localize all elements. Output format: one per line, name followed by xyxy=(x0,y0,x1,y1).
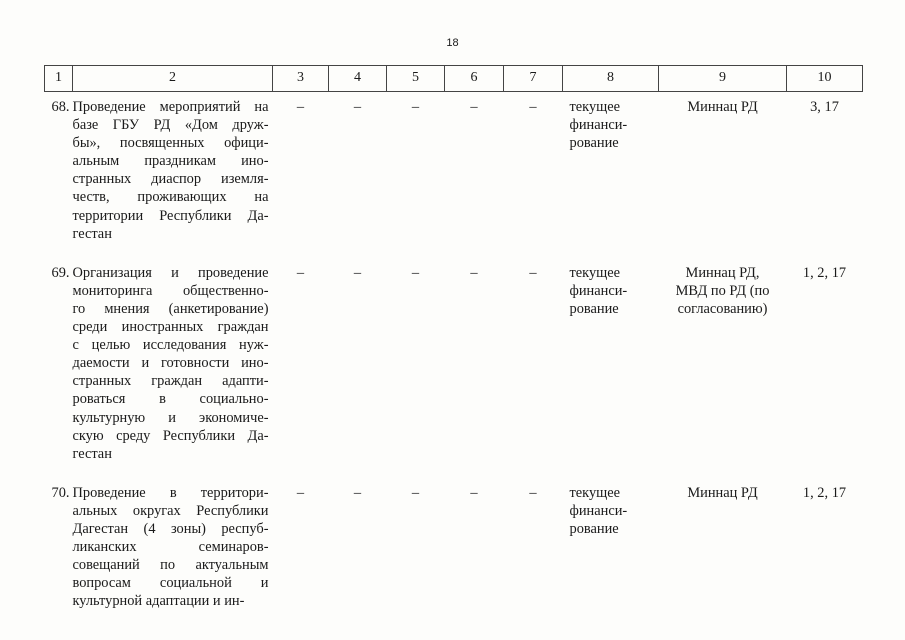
row-financing xyxy=(563,92,659,257)
financing-line: финанси- xyxy=(569,502,628,519)
row-financing xyxy=(563,477,659,625)
header-col-9: 9 xyxy=(659,66,787,92)
executor-line: МВД по РД (по xyxy=(675,282,770,299)
description-line: гестан xyxy=(72,445,112,462)
header-col-7: 7 xyxy=(504,66,563,92)
description-line: мониторинга общественно- xyxy=(72,282,269,299)
row-refs: 3, 17 xyxy=(810,99,839,115)
header-col-4: 4 xyxy=(329,66,387,92)
financing-line: финанси- xyxy=(569,117,628,134)
header-row xyxy=(45,66,863,92)
executor-line: Миннац РД xyxy=(687,484,758,501)
description-line: культурную и экономиче- xyxy=(72,409,269,426)
description-line: среди иностранных граждан xyxy=(72,319,269,336)
row-c7-value: – xyxy=(529,484,537,501)
page-number: 18 xyxy=(446,37,459,49)
description-line: странных диаспор иземля- xyxy=(72,171,269,188)
row-number: 70. xyxy=(51,484,70,501)
description-line: с целью исследования нуж- xyxy=(72,337,269,354)
table-row xyxy=(45,92,863,257)
row-c6-value: – xyxy=(470,484,478,501)
description-line: Проведение мероприятий на xyxy=(72,99,269,115)
row-c4-value: – xyxy=(353,99,362,115)
financing-line: текущее xyxy=(569,99,621,115)
row-refs: 1, 2, 17 xyxy=(802,264,847,281)
row-number: 68. xyxy=(51,99,70,115)
row-c5-value: – xyxy=(411,484,420,501)
row-financing xyxy=(563,257,659,477)
row-c5-value: – xyxy=(411,264,420,281)
row-executor xyxy=(659,257,787,477)
table-row xyxy=(45,257,863,477)
financing-line: рование xyxy=(569,135,619,152)
description-line: вопросам социальной и xyxy=(72,575,269,592)
financing-line: рование xyxy=(569,300,619,317)
description-line: территории Республики Да- xyxy=(72,207,269,224)
description-line: ликанских семинаров- xyxy=(72,539,269,556)
row-executor xyxy=(659,477,787,625)
header-col-8: 8 xyxy=(563,66,659,92)
measures-table xyxy=(44,65,863,624)
row-c7-value: – xyxy=(529,99,537,115)
row-c6-value: – xyxy=(470,264,478,281)
table-row xyxy=(45,477,863,625)
executor-line: согласованию) xyxy=(677,300,768,317)
description-line: роваться в социально- xyxy=(72,391,269,408)
row-c3-value: – xyxy=(296,99,305,115)
row-c3-value: – xyxy=(296,264,305,281)
header-col-3: 3 xyxy=(273,66,329,92)
row-c7-value: – xyxy=(529,264,537,281)
description-line: скую среду Республики Да- xyxy=(72,427,269,444)
row-c6-value: – xyxy=(470,99,478,115)
description-line: го мнения (анкетирование) xyxy=(72,300,269,317)
row-description xyxy=(73,92,273,257)
row-number: 69. xyxy=(51,264,70,281)
description-line: базе ГБУ РД «Дом друж- xyxy=(72,117,269,134)
row-c4-value: – xyxy=(353,484,362,501)
row-c5-value: – xyxy=(411,99,420,115)
description-line: Проведение в территори- xyxy=(72,484,269,501)
executor-line: Миннац РД xyxy=(687,99,758,115)
header-col-1: 1 xyxy=(45,66,73,92)
description-line: альных округах Республики xyxy=(72,502,269,519)
financing-line: финанси- xyxy=(569,282,628,299)
row-description xyxy=(73,477,273,625)
description-line: альным праздникам ино- xyxy=(72,153,269,170)
description-line: честв, проживающих на xyxy=(72,189,269,206)
header-col-5: 5 xyxy=(387,66,445,92)
row-executor xyxy=(659,92,787,257)
row-refs: 1, 2, 17 xyxy=(802,484,847,501)
description-line: Дагестан (4 зоны) респуб- xyxy=(72,520,269,537)
description-line: культурной адаптации и ин- xyxy=(72,593,245,610)
description-line: странных граждан адапти- xyxy=(72,373,269,390)
description-line: совещаний по актуальным xyxy=(72,557,269,574)
header-col-10: 10 xyxy=(787,66,863,92)
description-line: бы», посвященных офици- xyxy=(72,135,269,152)
description-line: Организация и проведение xyxy=(72,264,269,281)
financing-line: текущее xyxy=(569,264,621,281)
description-line: гестан xyxy=(72,225,112,242)
row-c4-value: – xyxy=(353,264,362,281)
row-description xyxy=(73,257,273,477)
executor-line: Миннац РД, xyxy=(685,264,760,281)
description-line: даемости и готовности ино- xyxy=(72,355,269,372)
header-col-2: 2 xyxy=(73,66,273,92)
financing-line: рование xyxy=(569,520,619,537)
financing-line: текущее xyxy=(569,484,621,501)
header-col-6: 6 xyxy=(445,66,504,92)
row-c3-value: – xyxy=(296,484,305,501)
